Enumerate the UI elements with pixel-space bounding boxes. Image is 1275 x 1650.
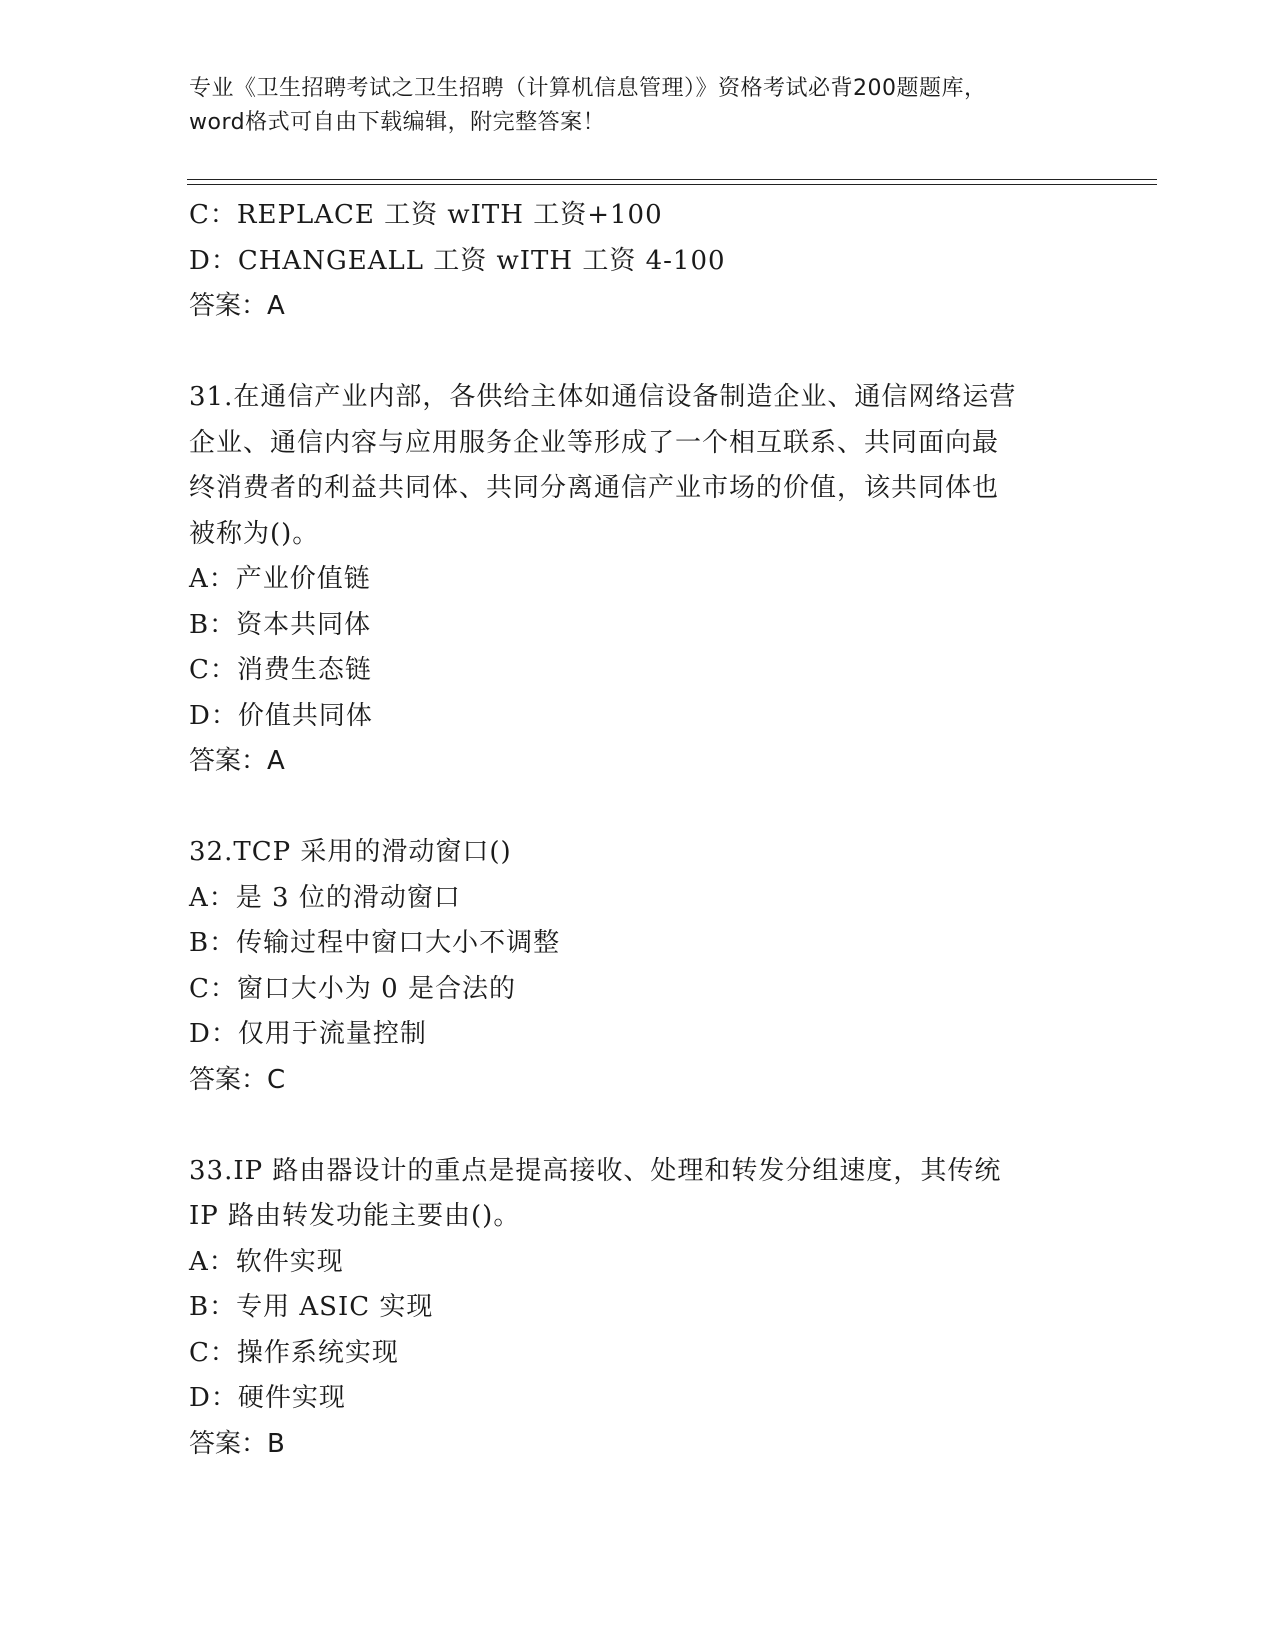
option-d: D：硬件实现 xyxy=(189,1383,346,1413)
answer-line: 答案：B xyxy=(189,1428,285,1459)
document-header xyxy=(189,72,1089,140)
option-d: D：CHANGEALL 工资 wITH 工资 4-100 xyxy=(189,245,726,276)
question-stem-line: IP 路由转发功能主要由()。 xyxy=(189,1201,521,1231)
question-stem-line: 33.IP 路由器设计的重点是提高接收、处理和转发分组速度，其传统 xyxy=(189,1155,1002,1186)
option-b: B：专用 ASIC 实现 xyxy=(189,1292,434,1322)
spacer xyxy=(189,785,1089,831)
spacer xyxy=(189,1103,1089,1149)
question-stem-line: 31.在通信产业内部，各供给主体如通信设备制造企业、通信网络运营 xyxy=(189,382,1017,412)
header-rule-top xyxy=(187,179,1157,180)
answer-line: 答案：A xyxy=(189,746,285,776)
question-block-33 xyxy=(189,1149,1089,1468)
question-block-prev xyxy=(189,193,1089,330)
header-rule-bottom xyxy=(187,184,1157,185)
option-b: B：传输过程中窗口大小不调整 xyxy=(189,928,561,958)
question-block-31 xyxy=(189,375,1089,785)
option-a: A：软件实现 xyxy=(189,1246,344,1277)
question-stem-line: 企业、通信内容与应用服务企业等形成了一个相互联系、共同面向最 xyxy=(189,427,1000,458)
option-d: D：仅用于流量控制 xyxy=(189,1019,427,1049)
question-stem-line: 32.TCP 采用的滑动窗口() xyxy=(189,837,512,867)
option-a: A：是 3 位的滑动窗口 xyxy=(189,882,461,913)
question-block-32 xyxy=(189,830,1089,1103)
header-line-1: 专业《卫生招聘考试之卫生招聘（计算机信息管理）》资格考试必背200题题库， xyxy=(189,76,987,101)
option-c: C：操作系统实现 xyxy=(189,1337,399,1368)
option-b: B：资本共同体 xyxy=(189,609,372,640)
question-stem-line: 被称为()。 xyxy=(189,518,320,549)
option-c: C：REPLACE 工资 wITH 工资+100 xyxy=(189,200,663,230)
document-body xyxy=(189,193,1089,1467)
header-line-2: word格式可自由下载编辑，附完整答案！ xyxy=(189,110,606,135)
answer-line: 答案：C xyxy=(189,1064,286,1095)
answer-line: 答案：A xyxy=(189,291,285,321)
option-d: D：价值共同体 xyxy=(189,700,373,731)
option-a: A：产业价值链 xyxy=(189,564,371,594)
option-c: C：窗口大小为 0 是合法的 xyxy=(189,973,516,1004)
question-stem-line: 终消费者的利益共同体、共同分离通信产业市场的价值，该共同体也 xyxy=(189,473,1000,503)
spacer xyxy=(189,330,1089,376)
option-c: C：消费生态链 xyxy=(189,655,372,685)
